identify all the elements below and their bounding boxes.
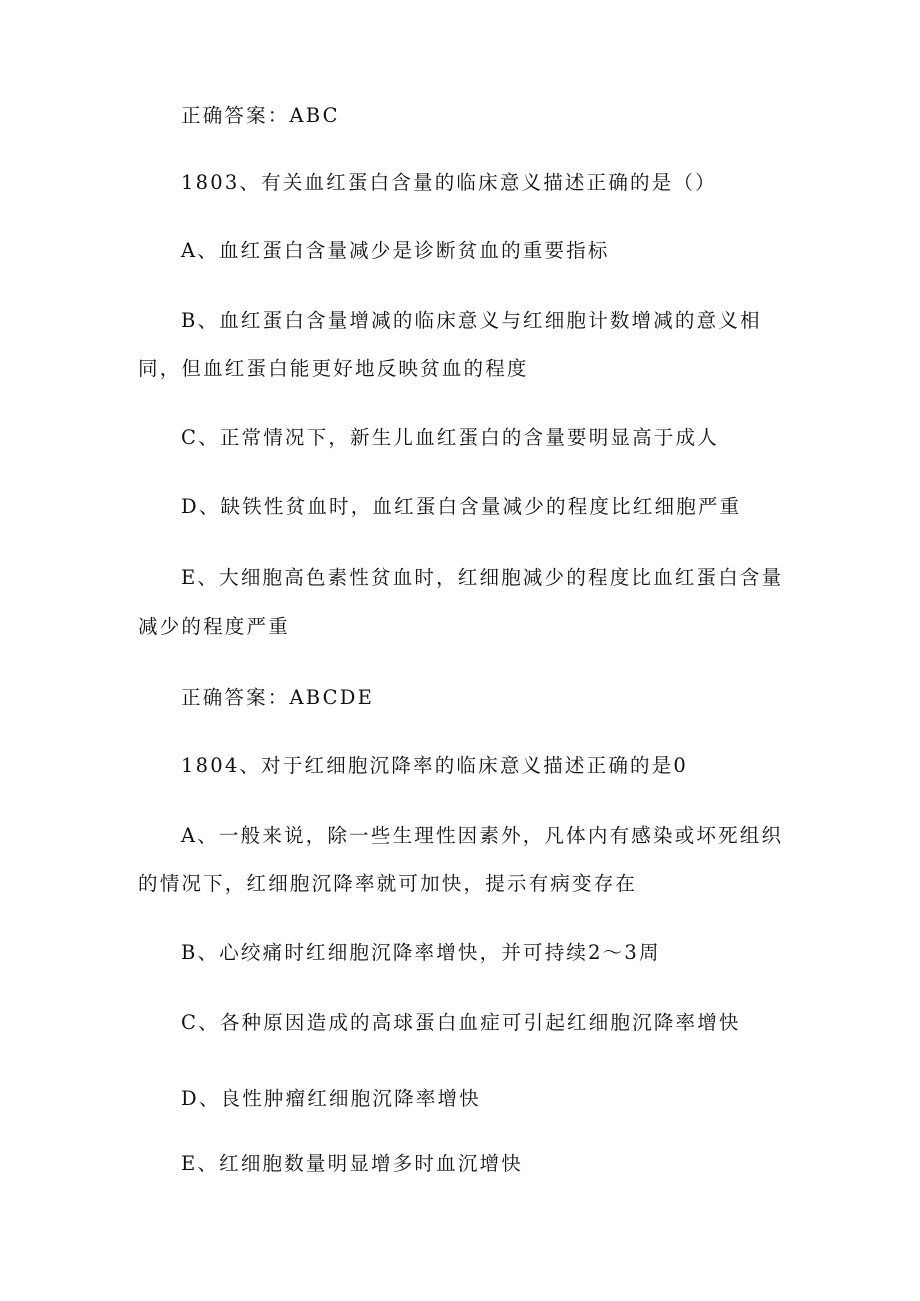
question-1803-answer: 正确答案：ABCDE <box>181 686 375 709</box>
question-1804-option-d: D、良性肿瘤红细胞沉降率增快 <box>181 1087 481 1110</box>
question-1803-option-d: D、缺铁性贫血时，血红蛋白含量减少的程度比红细胞严重 <box>181 495 742 518</box>
question-1804-stem: 1804、对于红细胞沉降率的临床意义描述正确的是0 <box>181 754 689 777</box>
question-1803-option-c: C、正常情况下，新生儿血红蛋白的含量要明显高于成人 <box>181 426 719 449</box>
question-1804-option-a-line1: A、一般来说，除一些生理性因素外，凡体内有感染或坏死组织 <box>181 824 784 847</box>
question-1804-option-e: E、红细胞数量明显增多时血沉增快 <box>181 1152 523 1175</box>
question-1803-option-e-line2: 减少的程度严重 <box>138 615 290 638</box>
question-1803-option-e-line1: E、大细胞高色素性贫血时，红细胞减少的程度比血红蛋白含量 <box>181 566 784 589</box>
question-1803-option-b-line1: B、血红蛋白含量增减的临床意义与红细胞计数增减的意义相 <box>181 309 762 332</box>
question-1803-stem: 1803、有关血红蛋白含量的临床意义描述正确的是（） <box>181 171 717 194</box>
question-1804-option-b: B、心绞痛时红细胞沉降率增快，并可持续2～3周 <box>181 941 661 964</box>
question-1803-option-b-line2: 同，但血红蛋白能更好地反映贫血的程度 <box>138 357 529 380</box>
question-1804-option-a-line2: 的情况下，红细胞沉降率就可加快，提示有病变存在 <box>138 872 638 895</box>
prev-answer: 正确答案：ABC <box>181 104 340 127</box>
question-1804-option-c: C、各种原因造成的高球蛋白血症可引起红细胞沉降率增快 <box>181 1011 741 1034</box>
question-1803-option-a: A、血红蛋白含量减少是诊断贫血的重要指标 <box>181 239 610 262</box>
